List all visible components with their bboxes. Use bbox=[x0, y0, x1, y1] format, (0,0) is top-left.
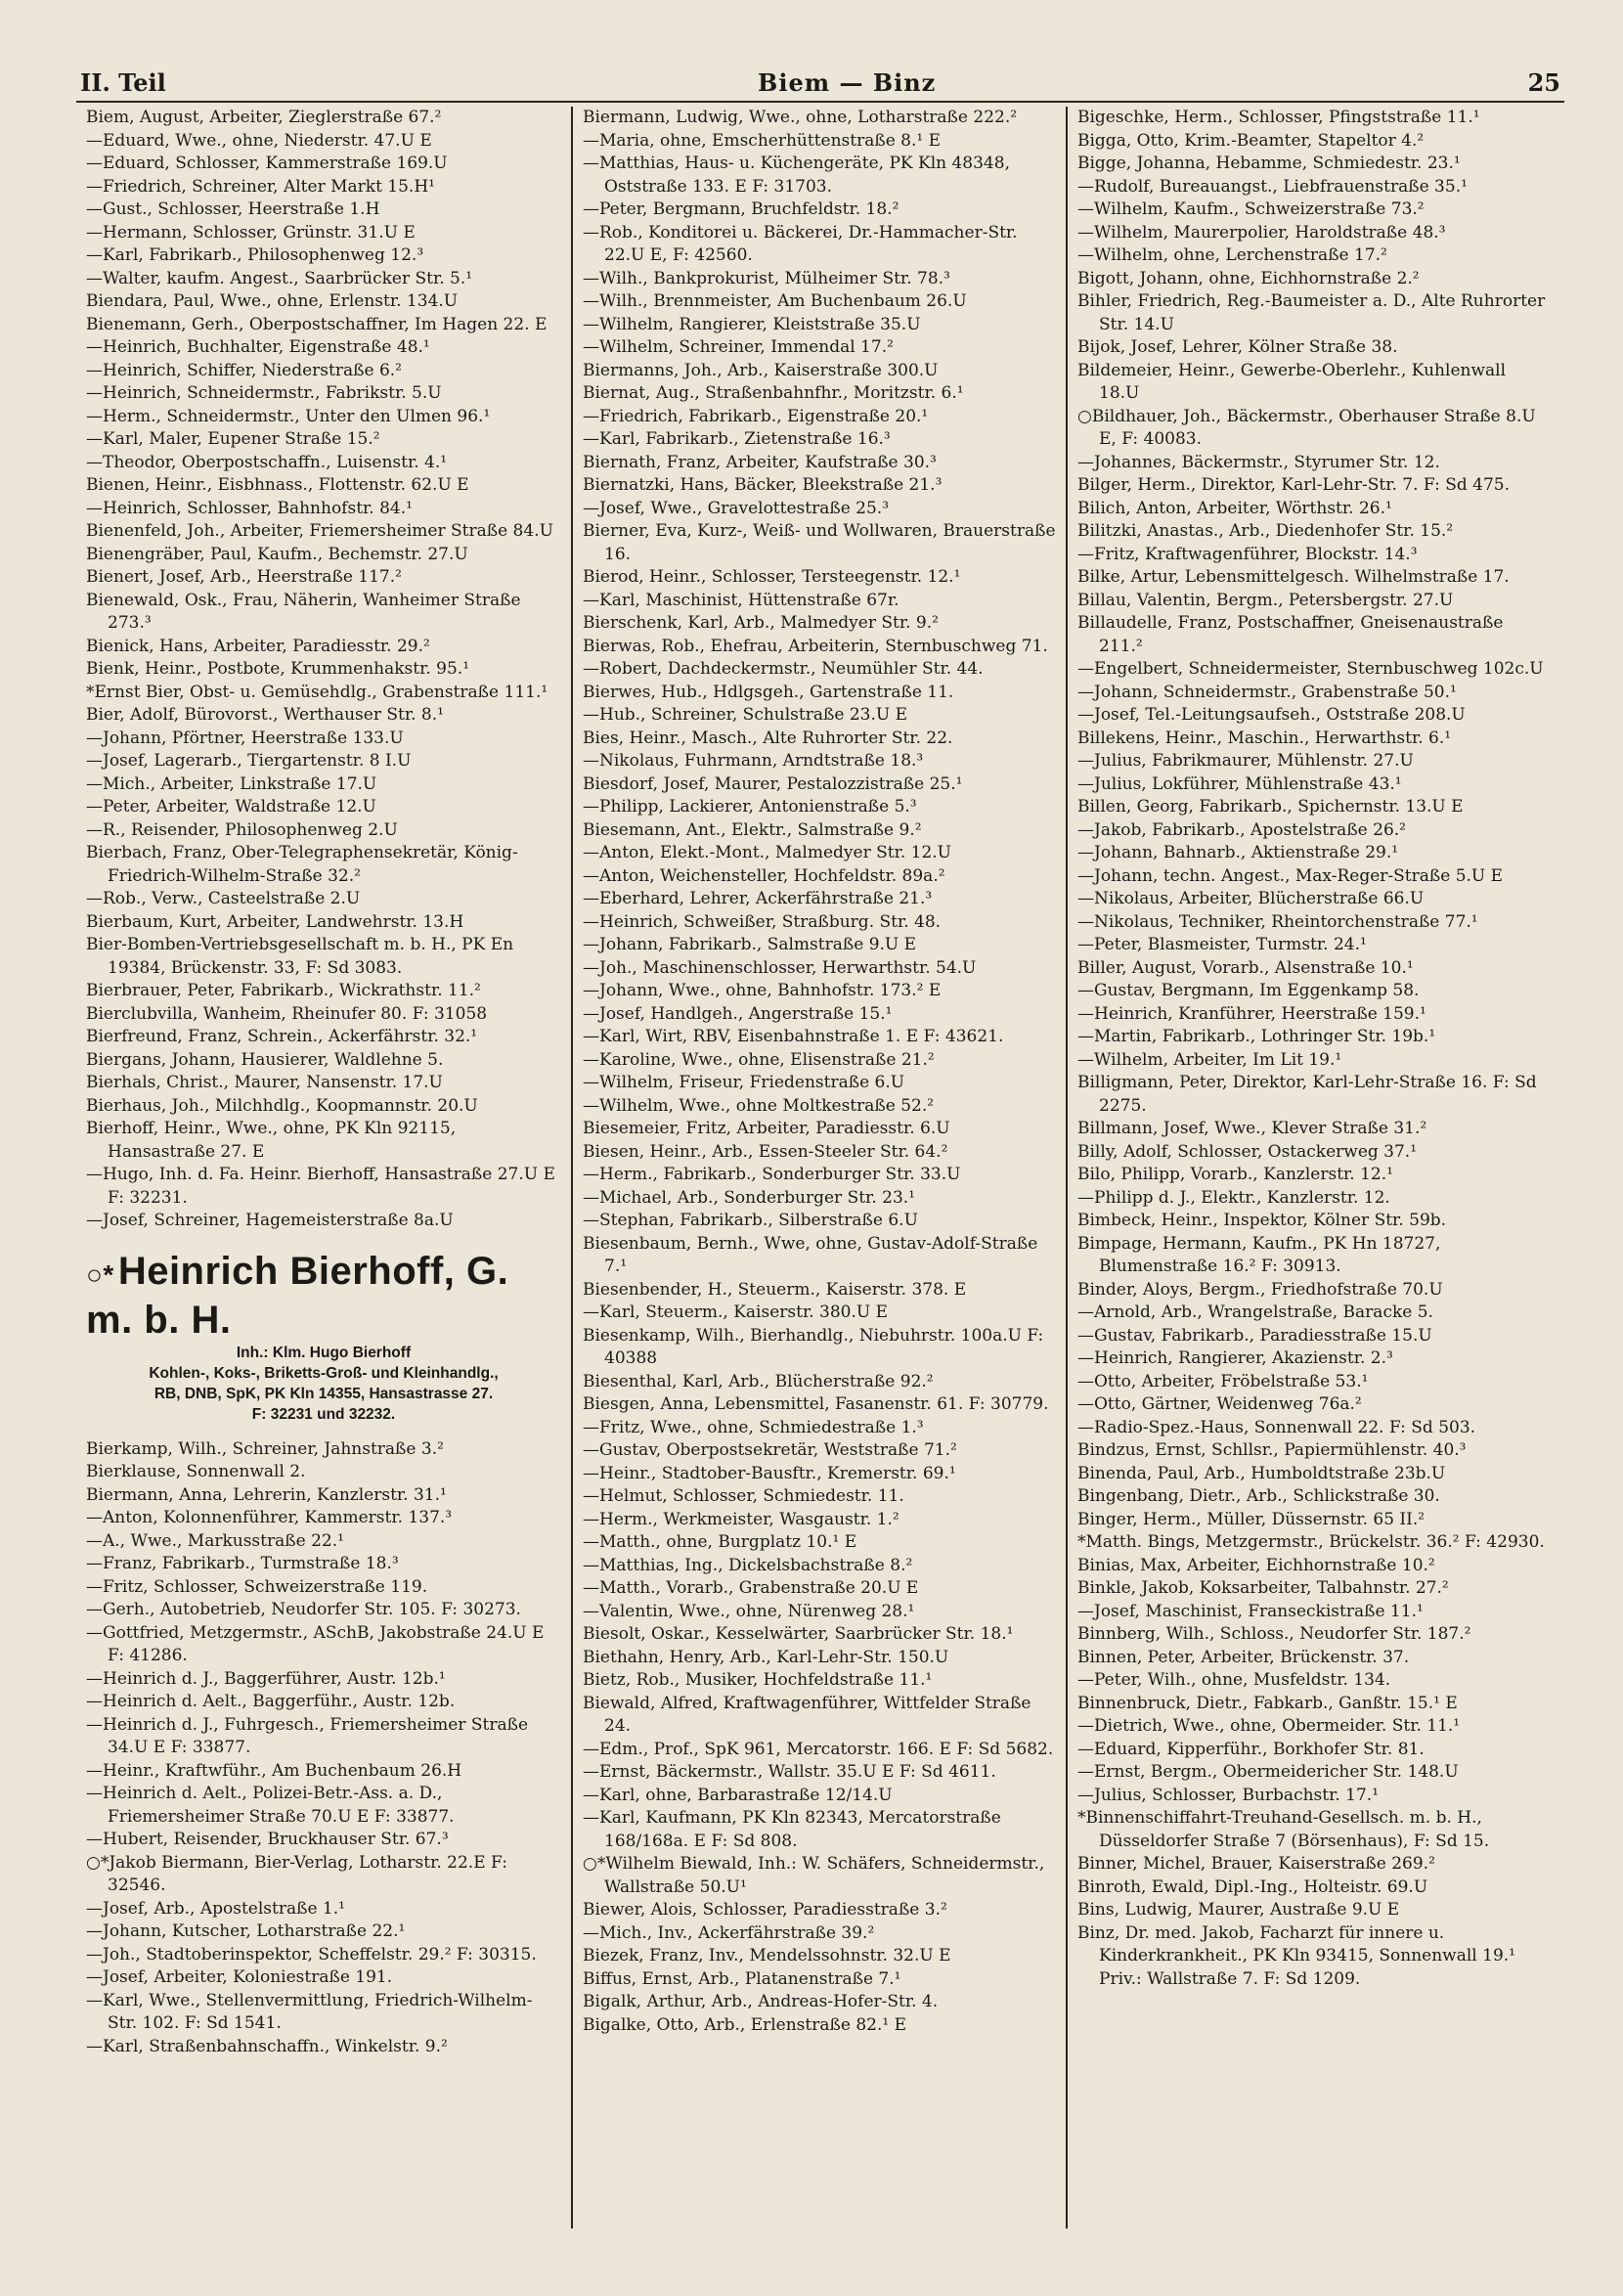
directory-entry: —Herm., Fabrikarb., Sonderburger Str. 33.U bbox=[583, 1165, 961, 1184]
directory-entry: —Gerh., Autobetrieb, Neudorfer Str. 105. F: 30273. bbox=[86, 1600, 521, 1619]
directory-entry: —Karl, Straßenbahnschaffn., Winkelstr. 9.² bbox=[86, 2036, 448, 2056]
directory-entry: Biernath, Franz, Arbeiter, Kaufstraße 30.³ bbox=[583, 452, 937, 472]
directory-entry: —Arnold, Arb., Wrangelstraße, Baracke 5. bbox=[1077, 1303, 1433, 1322]
directory-entry: Bigalke, Otto, Arb., Erlenstraße 82.¹ E bbox=[583, 2014, 906, 2035]
directory-entry: Bigeschke, Herm., Schlosser, Pfingststraße 11.¹ bbox=[1077, 108, 1480, 127]
directory-entry: Biermanns, Joh., Arb., Kaiserstraße 300.U bbox=[583, 360, 939, 380]
directory-entry: —Helmut, Schlosser, Schmiedestr. 11. bbox=[583, 1486, 904, 1506]
directory-entry: —Eduard, Schlosser, Kammerstraße 169.U bbox=[86, 154, 448, 173]
directory-entry: Bierschenk, Karl, Arb., Malmedyer Str. 9.² bbox=[583, 613, 939, 633]
directory-entry: —Peter, Arbeiter, Waldstraße 12.U bbox=[86, 797, 376, 817]
directory-entry: —Franz, Fabrikarb., Turmstraße 18.³ bbox=[86, 1554, 399, 1573]
directory-entry: —Karl, Fabrikarb., Philosophenweg 12.³ bbox=[86, 245, 424, 265]
directory-entry: Biernat, Aug., Straßenbahnfhr., Moritzstr. 6.¹ bbox=[583, 383, 964, 403]
directory-entry: —Hermann, Schlosser, Grünstr. 31.U E bbox=[86, 222, 416, 243]
directory-entry: —Theodor, Oberpostschaffn., Luisenstr. 4.¹ bbox=[86, 452, 448, 472]
directory-entry: —Eduard, Kipperführ., Borkhofer Str. 81. bbox=[1077, 1739, 1425, 1759]
directory-entry: Bierklause, Sonnenwall 2. bbox=[86, 1462, 306, 1481]
directory-entry: —Ernst, Bergm., Obermeidericher Str. 148.U bbox=[1077, 1762, 1459, 1782]
directory-entry: —Eduard, Wwe., ohne, Niederstr. 47.U E bbox=[86, 130, 432, 151]
directory-entry: —Karl, Maler, Eupener Straße 15.² bbox=[86, 429, 380, 449]
directory-entry: —Josef, Lagerarb., Tiergartenstr. 8 I.U bbox=[86, 751, 412, 771]
directory-entry: —Heinr., Stadtober-Bausftr., Kremerstr. 69.¹ bbox=[583, 1463, 956, 1483]
directory-entry: —Nikolaus, Arbeiter, Blücherstraße 66.U bbox=[1077, 889, 1425, 908]
directory-entry: Biesdorf, Josef, Maurer, Pestalozzistraße 25.¹ bbox=[583, 773, 963, 794]
directory-entry: —Maria, ohne, Emscherhüttenstraße 8.¹ E bbox=[583, 130, 942, 151]
directory-entry: Binz, Dr. med. Jakob, Facharzt für innere u. Kinderkrankheit., PK Kln 93415, Sonnenwall 19.¹ Priv.: Wallstraße 7. F: Sd 1209. bbox=[1077, 1922, 1515, 1989]
directory-entry: —Heinrich, Schneidermstr., Fabrikstr. 5.U bbox=[86, 383, 442, 403]
directory-entry: Bindzus, Ernst, Schllsr., Papiermühlenstr. 40.³ bbox=[1077, 1440, 1467, 1460]
page-range-title: Biem — Binz bbox=[758, 68, 937, 97]
directory-entry: Billaudelle, Franz, Postschaffner, Gneisenaustraße 211.² bbox=[1077, 613, 1504, 656]
directory-entry: —Rob., Konditorei u. Bäckerei, Dr.-Hammacher-Str. 22.U E, F: 42560. bbox=[583, 222, 1018, 265]
directory-entry: Biesenkamp, Wilh., Bierhandlg., Niebuhrstr. 100a.U F: 40388 bbox=[583, 1325, 1044, 1368]
directory-entry: Bimbeck, Heinr., Inspektor, Kölner Str. 59b. bbox=[1077, 1211, 1447, 1230]
directory-entry: —Wilhelm, ohne, Lerchenstraße 17.² bbox=[1077, 245, 1387, 265]
directory-entry: —Nikolaus, Techniker, Rheintorchenstraße 77.¹ bbox=[1077, 911, 1478, 932]
directory-entry: Biendara, Paul, Wwe., ohne, Erlenstr. 134.U bbox=[86, 291, 459, 311]
directory-entry: —Heinrich d. Aelt., Polizei-Betr.-Ass. a. D., Friemersheimer Straße 70.U E F: 33877. bbox=[86, 1784, 455, 1827]
column-2 bbox=[571, 107, 1066, 2229]
page-number: 25 bbox=[1527, 68, 1560, 97]
directory-entry: —Wilhelm, Maurerpolier, Haroldstraße 48.³ bbox=[1077, 222, 1446, 243]
directory-entry: Biezek, Franz, Inv., Mendelssohnstr. 32.U E bbox=[583, 1946, 951, 1965]
directory-entry: —Friedrich, Fabrikarb., Eigenstraße 20.¹ bbox=[583, 406, 929, 426]
advertisement-firm-name: Heinrich Bierhoff, G. m. b. H. bbox=[86, 1249, 509, 1342]
directory-entry: —Heinrich, Schweißer, Straßburg. Str. 48. bbox=[583, 911, 942, 932]
directory-entry: —Hub., Schreiner, Schulstraße 23.U E bbox=[583, 705, 907, 725]
directory-entry: —Karl, Kaufmann, PK Kln 82343, Mercatorstraße 168/168a. E F: Sd 808. bbox=[583, 1808, 1001, 1851]
directory-entry: —Anton, Weichensteller, Hochfeldstr. 89a.² bbox=[583, 865, 945, 886]
directory-entry: Binner, Michel, Brauer, Kaiserstraße 269.² bbox=[1077, 1854, 1435, 1874]
directory-entry: —Fritz, Schlosser, Schweizerstraße 119. bbox=[86, 1576, 428, 1597]
directory-entry: Biernatzki, Hans, Bäcker, Bleekstraße 21.³ bbox=[583, 475, 943, 495]
directory-entry: Billigmann, Peter, Direktor, Karl-Lehr-Straße 16. F: Sd 2275. bbox=[1077, 1073, 1537, 1116]
directory-entry: Biermann, Anna, Lehrerin, Kanzlerstr. 31.¹ bbox=[86, 1484, 447, 1505]
directory-entry: Biesenbender, H., Steuerm., Kaiserstr. 378. E bbox=[583, 1279, 967, 1300]
directory-entry: Billau, Valentin, Bergm., Petersbergstr. 27.U bbox=[1077, 590, 1454, 610]
directory-entry: —Dietrich, Wwe., ohne, Obermeider. Str. 11.¹ bbox=[1077, 1716, 1461, 1736]
directory-entry: *Binnenschiffahrt-Treuhand-Gesellsch. m. b. H., Düsseldorfer Straße 7 (Börsenhaus), F: Sd 15. bbox=[1077, 1808, 1490, 1851]
directory-entry: —Karl, Fabrikarb., Zietenstraße 16.³ bbox=[583, 429, 891, 449]
directory-entry: —Philipp, Lackierer, Antonienstraße 5.³ bbox=[583, 797, 917, 817]
advertisement-business: Kohlen-, Koks-, Briketts-Groß- und Kleinhandlg., bbox=[149, 1364, 499, 1382]
directory-entry: —Karoline, Wwe., ohne, Elisenstraße 21.² bbox=[583, 1049, 935, 1070]
directory-entry: *Ernst Bier, Obst- u. Gemüsehdlg., Grabenstraße 111.¹ bbox=[86, 682, 548, 702]
directory-entry: Biesen, Heinr., Arb., Essen-Steeler Str. 64.² bbox=[583, 1141, 948, 1162]
directory-entry: —Philipp d. J., Elektr., Kanzlerstr. 12. bbox=[1077, 1187, 1390, 1208]
directory-entry: Billen, Georg, Fabrikarb., Spichernstr. 13.U E bbox=[1077, 797, 1464, 817]
directory-entry: Bierbach, Franz, Ober-Telegraphensekretär, König-Friedrich-Wilhelm-Straße 32.² bbox=[86, 843, 518, 886]
directory-entry: Bimpage, Hermann, Kaufm., PK Hn 18727, Blumenstraße 16.² F: 30913. bbox=[1077, 1233, 1441, 1276]
directory-entry: Bingenbang, Dietr., Arb., Schlickstraße 30. bbox=[1077, 1486, 1440, 1506]
column-1-entries-bottom bbox=[86, 1438, 561, 2059]
directory-entry: —Gustav, Bergmann, Im Eggenkamp 58. bbox=[1077, 981, 1420, 1000]
directory-entry: Bilger, Herm., Direktor, Karl-Lehr-Str. 7. F: Sd 475. bbox=[1077, 475, 1510, 495]
directory-entry: Bienen, Heinr., Eisbhnass., Flottenstr. 62.U E bbox=[86, 475, 469, 495]
directory-entry: Biesemeier, Fritz, Arbeiter, Paradiesstr. 6.U bbox=[583, 1119, 950, 1138]
directory-entry: —Wilhelm, Kaufm., Schweizerstraße 73.² bbox=[1077, 199, 1425, 219]
directory-entry: Binnen, Peter, Arbeiter, Brückenstr. 37. bbox=[1077, 1647, 1410, 1667]
directory-entry: —Otto, Arbeiter, Fröbelstraße 53.¹ bbox=[1077, 1371, 1369, 1391]
advertisement-accounts: RB, DNB, SpK, PK Kln 14355, Hansastrasse 27. bbox=[154, 1385, 494, 1402]
directory-entry: Bilke, Artur, Lebensmittelgesch. Wilhelmstraße 17. bbox=[1077, 567, 1510, 587]
directory-entry: —Martin, Fabrikarb., Lothringer Str. 19b.¹ bbox=[1077, 1027, 1436, 1046]
directory-entry: Bins, Ludwig, Maurer, Austraße 9.U E bbox=[1077, 1900, 1400, 1920]
directory-entry: —Gottfried, Metzgermstr., ASchB, Jakobstraße 24.U E F: 41286. bbox=[86, 1622, 545, 1665]
directory-entry: —Peter, Bergmann, Bruchfeldstr. 18.² bbox=[583, 199, 899, 219]
directory-entry: —R., Reisender, Philosophenweg 2.U bbox=[86, 819, 398, 840]
directory-entry: —Anton, Elekt.-Mont., Malmedyer Str. 12.U bbox=[583, 843, 952, 862]
directory-entry: Bienemann, Gerh., Oberpostschaffner, Im Hagen 22. E bbox=[86, 314, 548, 334]
directory-entry: Bienewald, Osk., Frau, Näherin, Wanheimer Straße 273.³ bbox=[86, 590, 521, 633]
directory-entry: —Heinrich d. Aelt., Baggerführ., Austr. 12b. bbox=[86, 1692, 456, 1711]
directory-entry: Bienengräber, Paul, Kaufm., Bechemstr. 27.U bbox=[86, 544, 468, 564]
directory-entry: Biller, August, Vorarb., Alsenstraße 10.¹ bbox=[1077, 957, 1414, 978]
directory-entry: —Josef, Tel.-Leitungsaufseh., Oststraße 208.U bbox=[1077, 705, 1466, 725]
directory-entry: —Robert, Dachdeckermstr., Neumühler Str. 44. bbox=[583, 659, 984, 679]
directory-entry: —Fritz, Wwe., ohne, Schmiedestraße 1.³ bbox=[583, 1417, 924, 1437]
directory-entry: Biem, August, Arbeiter, Zieglerstraße 67.² bbox=[86, 108, 442, 127]
directory-entry: —Heinrich, Schlosser, Bahnhofstr. 84.¹ bbox=[86, 498, 413, 518]
directory-entry: —Josef, Maschinist, Franseckistraße 11.¹ bbox=[1077, 1601, 1424, 1621]
directory-entry: Bierner, Eva, Kurz-, Weiß- und Wollwaren, Brauerstraße 16. bbox=[583, 521, 1056, 564]
directory-entry: —Herm., Werkmeister, Wasgaustr. 1.² bbox=[583, 1509, 899, 1529]
directory-entry: Biffus, Ernst, Arb., Platanenstraße 7.¹ bbox=[583, 1968, 901, 1989]
directory-entry: —Heinrich d. J., Baggerführer, Austr. 12b.¹ bbox=[86, 1668, 446, 1689]
directory-entry: —Gustav, Fabrikarb., Paradiesstraße 15.U bbox=[1077, 1325, 1432, 1346]
directory-entry: —Julius, Schlosser, Burbachstr. 17.¹ bbox=[1077, 1785, 1380, 1805]
directory-entry: Bierod, Heinr., Schlosser, Tersteegenstr. 12.¹ bbox=[583, 567, 961, 587]
directory-entry: Bigga, Otto, Krim.-Beamter, Stapeltor 4.² bbox=[1077, 130, 1425, 151]
directory-entry: —Stephan, Fabrikarb., Silberstraße 6.U bbox=[583, 1211, 918, 1230]
directory-entry: —Michael, Arb., Sonderburger Str. 23.¹ bbox=[583, 1187, 915, 1208]
directory-entry: —Ernst, Bäckermstr., Wallstr. 35.U E F: Sd 4611. bbox=[583, 1762, 996, 1782]
directory-entry: Biethahn, Henry, Arb., Karl-Lehr-Str. 150.U bbox=[583, 1647, 949, 1667]
directory-entry: —Wilh., Bankprokurist, Mülheimer Str. 78.³ bbox=[583, 268, 950, 288]
directory-entry: Bilich, Anton, Arbeiter, Wörthstr. 26.¹ bbox=[1077, 498, 1392, 518]
directory-entry: Bierkamp, Wilh., Schreiner, Jahnstraße 3.² bbox=[86, 1438, 444, 1459]
directory-entry: —Johann, Wwe., ohne, Bahnhofstr. 173.² E bbox=[583, 981, 942, 1000]
column-1 bbox=[76, 107, 571, 2229]
advertisement-mark: ○* bbox=[86, 1258, 114, 1290]
directory-entry: —Herm., Schneidermstr., Unter den Ulmen 96.¹ bbox=[86, 406, 491, 426]
directory-entry: —Fritz, Kraftwagenführer, Blockstr. 14.³ bbox=[1077, 544, 1418, 564]
directory-entry: Billmann, Josef, Wwe., Klever Straße 31.² bbox=[1077, 1119, 1427, 1138]
directory-entry: —Radio-Spez.-Haus, Sonnenwall 22. F: Sd 503. bbox=[1077, 1417, 1476, 1437]
directory-entry: Bies, Heinr., Masch., Alte Ruhrorter Str. 22. bbox=[583, 728, 953, 748]
directory-entry: Bietz, Rob., Musiker, Hochfeldstraße 11.¹ bbox=[583, 1670, 933, 1690]
directory-entry: —Wilhelm, Rangierer, Kleiststraße 35.U bbox=[583, 314, 921, 334]
directory-entry: Billy, Adolf, Schlosser, Ostackerweg 37.¹ bbox=[1077, 1141, 1418, 1162]
directory-entry: —Karl, Maschinist, Hüttenstraße 67r. bbox=[583, 590, 899, 610]
directory-entry: ○*Wilhelm Biewald, Inh.: W. Schäfers, Schneidermstr., Wallstraße 50.U¹ bbox=[583, 1854, 1045, 1897]
directory-entry: Bier-Bomben-Vertriebsgesellschaft m. b. H., PK En 19384, Brückenstr. 33, F: Sd 3083. bbox=[86, 935, 514, 978]
directory-entry: —Engelbert, Schneidermeister, Sternbuschweg 102c.U bbox=[1077, 659, 1544, 679]
directory-entry: Binnenbruck, Dietr., Fabkarb., Ganßtr. 15.¹ E bbox=[1077, 1693, 1458, 1713]
directory-entry: Bilo, Philipp, Vorarb., Kanzlerstr. 12.¹ bbox=[1077, 1165, 1393, 1184]
column-3 bbox=[1066, 107, 1560, 2229]
directory-entry: ○*Jakob Biermann, Bier-Verlag, Lotharstr. 22.E F: 32546. bbox=[86, 1852, 507, 1895]
directory-entry: Bienick, Hans, Arbeiter, Paradiesstr. 29.² bbox=[86, 636, 430, 656]
directory-entry: —Josef, Wwe., Gravelottestraße 25.³ bbox=[583, 498, 890, 518]
directory-entry: Bierhoff, Heinr., Wwe., ohne, PK Kln 92115, Hansastraße 27. E bbox=[86, 1119, 457, 1162]
directory-entry: —Gustav, Oberpostsekretär, Weststraße 71.² bbox=[583, 1440, 957, 1460]
directory-entry: Bilitzki, Anastas., Arb., Diedenhofer Str. 15.² bbox=[1077, 521, 1454, 541]
advertisement-owner: Inh.: Klm. Hugo Bierhoff bbox=[236, 1344, 412, 1361]
directory-entry: —Julius, Lokführer, Mühlenstraße 43.¹ bbox=[1077, 773, 1402, 794]
directory-entry: —Josef, Schreiner, Hagemeisterstraße 8a.U bbox=[86, 1211, 454, 1230]
directory-entry: —Johann, Bahnarb., Aktienstraße 29.¹ bbox=[1077, 843, 1399, 862]
directory-entry: Bienenfeld, Joh., Arbeiter, Friemersheimer Straße 84.U bbox=[86, 521, 553, 541]
directory-entry: Bierwas, Rob., Ehefrau, Arbeiterin, Sternbuschweg 71. bbox=[583, 636, 1048, 656]
directory-entry: Bienert, Josef, Arb., Heerstraße 117.² bbox=[86, 567, 402, 587]
directory-entry: —Joh., Stadtoberinspektor, Scheffelstr. 29.² F: 30315. bbox=[86, 1944, 537, 1965]
directory-entry: Bierhaus, Joh., Milchhdlg., Koopmannstr. 20.U bbox=[86, 1095, 478, 1116]
directory-entry: —Mich., Arbeiter, Linkstraße 17.U bbox=[86, 773, 377, 794]
directory-entry: —Johann, Kutscher, Lotharstraße 22.¹ bbox=[86, 1921, 406, 1941]
directory-entry: Bierbaum, Kurt, Arbeiter, Landwehrstr. 13.H bbox=[86, 911, 464, 932]
directory-entry: —Wilhelm, Schreiner, Immendal 17.² bbox=[583, 337, 894, 357]
directory-entry: ○Bildhauer, Joh., Bäckermstr., Oberhauser Straße 8.U E, F: 40083. bbox=[1077, 406, 1536, 449]
directory-entry: Binkle, Jakob, Koksarbeiter, Talbahnstr. 27.² bbox=[1077, 1578, 1449, 1598]
directory-entry: Bierbrauer, Peter, Fabrikarb., Wickrathstr. 11.² bbox=[86, 981, 481, 1000]
directory-entry: —Johann, Fabrikarb., Salmstraße 9.U E bbox=[583, 935, 917, 954]
directory-entry: Bier, Adolf, Bürovorst., Werthauser Str. 8.¹ bbox=[86, 705, 444, 725]
directory-entry: —Heinrich, Buchhalter, Eigenstraße 48.¹ bbox=[86, 337, 430, 357]
section-label: II. Teil bbox=[80, 68, 166, 97]
directory-entry: —Mich., Inv., Ackerfährstraße 39.² bbox=[583, 1922, 875, 1943]
directory-entry: —Karl, Steuerm., Kaiserstr. 380.U E bbox=[583, 1303, 889, 1322]
advertisement-bierhoff bbox=[86, 1249, 561, 1425]
directory-entry: Binder, Aloys, Bergm., Friedhofstraße 70.U bbox=[1077, 1279, 1443, 1300]
directory-entry: —A., Wwe., Markusstraße 22.¹ bbox=[86, 1530, 344, 1551]
directory-entry: Bierfreund, Franz, Schrein., Ackerfährstr. 32.¹ bbox=[86, 1027, 478, 1046]
directory-entry: Biesgen, Anna, Lebensmittel, Fasanenstr. 61. F: 30779. bbox=[583, 1394, 1049, 1414]
directory-entry: —Hugo, Inh. d. Fa. Heinr. Bierhoff, Hansastraße 27.U E F: 32231. bbox=[86, 1165, 555, 1208]
directory-entry: —Jakob, Fabrikarb., Apostelstraße 26.² bbox=[1077, 819, 1406, 840]
directory-entry: —Hubert, Reisender, Bruckhauser Str. 67.³ bbox=[86, 1830, 449, 1849]
directory-entry: —Wilhelm, Wwe., ohne Moltkestraße 52.² bbox=[583, 1095, 935, 1116]
directory-entry: —Heinrich, Kranführer, Heerstraße 159.¹ bbox=[1077, 1003, 1426, 1024]
columns bbox=[76, 107, 1564, 2229]
directory-entry: Bihler, Friedrich, Reg.-Baumeister a. D., Alte Ruhrorter Str. 14.U bbox=[1077, 291, 1546, 334]
directory-entry: —Peter, Wilh., ohne, Musfeldstr. 134. bbox=[1077, 1670, 1391, 1690]
directory-entry: —Johannes, Bäckermstr., Styrumer Str. 12. bbox=[1077, 452, 1440, 472]
directory-entry: —Heinr., Kraftwführ., Am Buchenbaum 26.H bbox=[86, 1760, 462, 1781]
directory-entry: Bigott, Johann, ohne, Eichhornstraße 2.² bbox=[1077, 268, 1420, 288]
directory-entry: —Matthias, Haus- u. Küchengeräte, PK Kln 48348, Oststraße 133. E F: 31703. bbox=[583, 154, 1010, 197]
directory-entry: Biewald, Alfred, Kraftwagenführer, Wittfelder Straße 24. bbox=[583, 1693, 1031, 1736]
directory-entry: —Eberhard, Lehrer, Ackerfährstraße 21.³ bbox=[583, 889, 933, 908]
directory-entry: —Edm., Prof., SpK 961, Mercatorstr. 166. E F: Sd 5682. bbox=[583, 1739, 1054, 1759]
directory-entry: Binnberg, Wilh., Schloss., Neudorfer Str. 187.² bbox=[1077, 1624, 1471, 1644]
directory-entry: —Matthias, Ing., Dickelsbachstraße 8.² bbox=[583, 1555, 913, 1575]
directory-entry: —Johann, Schneidermstr., Grabenstraße 50.¹ bbox=[1077, 682, 1457, 702]
directory-entry: Binger, Herm., Müller, Düssernstr. 65 II.² bbox=[1077, 1509, 1426, 1529]
directory-entry: —Rudolf, Bureauangst., Liebfrauenstraße 35.¹ bbox=[1077, 176, 1468, 197]
directory-entry: —Josef, Arb., Apostelstraße 1.¹ bbox=[86, 1898, 345, 1919]
directory-entry: —Heinrich, Schiffer, Niederstraße 6.² bbox=[86, 360, 402, 380]
directory-entry: Bigge, Johanna, Hebamme, Schmiedestr. 23.¹ bbox=[1077, 154, 1461, 173]
directory-entry: —Matth., Vorarb., Grabenstraße 20.U E bbox=[583, 1578, 919, 1598]
directory-entry: —Heinrich d. J., Fuhrgesch., Friemersheimer Straße 34.U E F: 33877. bbox=[86, 1714, 529, 1757]
directory-entry: —Wilhelm, Arbeiter, Im Lit 19.¹ bbox=[1077, 1049, 1342, 1070]
directory-entry: —Josef, Arbeiter, Koloniestraße 191. bbox=[86, 1967, 393, 1987]
directory-entry: —Julius, Fabrikmaurer, Mühlenstr. 27.U bbox=[1077, 751, 1414, 771]
directory-entry: Biewer, Alois, Schlosser, Paradiesstraße 3.² bbox=[583, 1900, 947, 1920]
directory-entry: —Karl, Wwe., Stellenvermittlung, Friedrich-Wilhelm-Str. 102. F: Sd 1541. bbox=[86, 1990, 533, 2033]
directory-entry: —Walter, kaufm. Angest., Saarbrücker Str. 5.¹ bbox=[86, 268, 473, 288]
directory-entry: —Joh., Maschinenschlosser, Herwarthstr. 54.U bbox=[583, 957, 977, 978]
directory-entry: *Matth. Bings, Metzgermstr., Brückelstr. 36.² F: 42930. bbox=[1077, 1532, 1545, 1552]
directory-entry: —Johann, techn. Angest., Max-Reger-Straße 5.U E bbox=[1077, 865, 1504, 886]
page-header bbox=[76, 68, 1564, 103]
column-1-entries-top bbox=[86, 107, 561, 1233]
directory-entry: —Karl, Wirt, RBV, Eisenbahnstraße 1. E F: 43621. bbox=[583, 1027, 1004, 1046]
directory-entry: —Josef, Handlgeh., Angerstraße 15.¹ bbox=[583, 1003, 893, 1024]
directory-entry: —Wilhelm, Friseur, Friedenstraße 6.U bbox=[583, 1073, 905, 1092]
directory-entry: —Friedrich, Schreiner, Alter Markt 15.H¹ bbox=[86, 176, 435, 197]
directory-entry: —Karl, ohne, Barbarastraße 12/14.U bbox=[583, 1785, 893, 1805]
advertisement-phone: F: 32231 und 32232. bbox=[251, 1405, 396, 1423]
directory-entry: Biesemann, Ant., Elektr., Salmstraße 9.² bbox=[583, 819, 922, 840]
directory-entry: Bierclubvilla, Wanheim, Rheinufer 80. F: 31058 bbox=[86, 1003, 488, 1024]
directory-entry: —Anton, Kolonnenführer, Kammerstr. 137.³ bbox=[86, 1508, 453, 1527]
directory-entry: Bildemeier, Heinr., Gewerbe-Oberlehr., Kuhlenwall 18.U bbox=[1077, 360, 1507, 403]
directory-entry: Biermann, Ludwig, Wwe., ohne, Lotharstraße 222.² bbox=[583, 108, 1018, 127]
directory-entry: Binenda, Paul, Arb., Humboldtstraße 23b.U bbox=[1077, 1463, 1446, 1483]
directory-entry: —Otto, Gärtner, Weidenweg 76a.² bbox=[1077, 1394, 1362, 1414]
directory-entry: —Peter, Blasmeister, Turmstr. 24.¹ bbox=[1077, 935, 1367, 954]
directory-entry: Biesenthal, Karl, Arb., Blücherstraße 92.² bbox=[583, 1371, 934, 1391]
directory-entry: —Wilh., Brennmeister, Am Buchenbaum 26.U bbox=[583, 291, 967, 311]
directory-entry: —Nikolaus, Fuhrmann, Arndtstraße 18.³ bbox=[583, 751, 924, 771]
directory-entry: Biesenbaum, Bernh., Wwe, ohne, Gustav-Adolf-Straße 7.¹ bbox=[583, 1233, 1038, 1276]
directory-entry: Bigalk, Arthur, Arb., Andreas-Hofer-Str. 4. bbox=[583, 1992, 939, 2011]
directory-entry: Billekens, Heinr., Maschin., Herwarthstr. 6.¹ bbox=[1077, 728, 1452, 748]
directory-entry: Biergans, Johann, Hausierer, Waldlehne 5. bbox=[86, 1049, 444, 1070]
directory-entry: Binias, Max, Arbeiter, Eichhornstraße 10.² bbox=[1077, 1555, 1435, 1575]
directory-entry: —Valentin, Wwe., ohne, Nürenweg 28.¹ bbox=[583, 1601, 915, 1621]
directory-entry: Bierhals, Christ., Maurer, Nansenstr. 17.U bbox=[86, 1073, 443, 1092]
directory-entry: —Matth., ohne, Burgplatz 10.¹ E bbox=[583, 1532, 857, 1552]
directory-entry: Biesolt, Oskar., Kesselwärter, Saarbrücker Str. 18.¹ bbox=[583, 1624, 1014, 1644]
directory-entry: Bijok, Josef, Lehrer, Kölner Straße 38. bbox=[1077, 337, 1398, 357]
directory-entry: Bienk, Heinr., Postbote, Krummenhakstr. 95.¹ bbox=[86, 659, 470, 679]
directory-entry: —Rob., Verw., Casteelstraße 2.U bbox=[86, 889, 361, 908]
directory-entry: —Heinrich, Rangierer, Akazienstr. 2.³ bbox=[1077, 1348, 1393, 1368]
directory-entry: Bierwes, Hub., Hdlgsgeh., Gartenstraße 11. bbox=[583, 682, 954, 702]
directory-entry: —Johann, Pförtner, Heerstraße 133.U bbox=[86, 728, 404, 748]
directory-entry: Binroth, Ewald, Dipl.-Ing., Holteistr. 69.U bbox=[1077, 1877, 1428, 1897]
directory-entry: —Gust., Schlosser, Heerstraße 1.H bbox=[86, 199, 380, 219]
